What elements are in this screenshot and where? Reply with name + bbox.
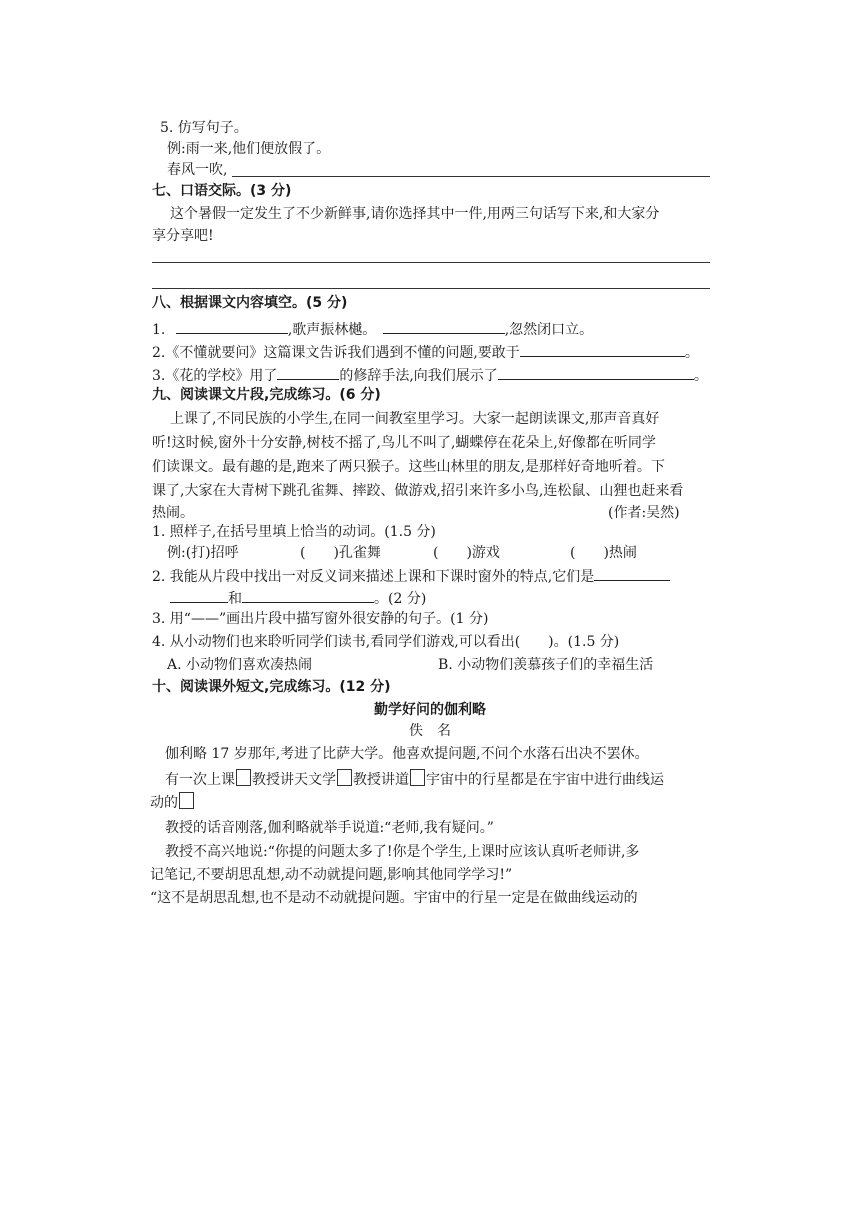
s9-q1-item-3[interactable]: ( )热闹 <box>570 545 637 561</box>
s8-q3-blank-2[interactable] <box>498 364 694 380</box>
s8-q3 <box>152 364 708 386</box>
s10-heading: 十、阅读课外短文,完成练习。(12 分) <box>152 679 391 695</box>
s9-q1-example: 例:(打)招呼 <box>167 545 239 561</box>
s9-passage-line-1: 上课了,不同民族的小学生,在同一间教室里学习。大家一起朗读课文,那声音真好 <box>170 411 660 427</box>
s8-q1-number: 1. <box>152 322 166 338</box>
s9-q1-item-2[interactable]: ( )游戏 <box>433 545 500 561</box>
s7-text-1: 这个暑假一定发生了不少新鲜事,请你选择其中一件,用两三句话写下来,和大家分 <box>170 206 660 222</box>
s10-article-title: 勤学好问的伽利略 <box>374 702 486 718</box>
punctuation-box-1[interactable] <box>236 769 251 786</box>
s10-para-2-text-5: 动的 <box>150 795 178 811</box>
s10-para-2-text-3: 教授讲道 <box>353 772 409 788</box>
punctuation-box-3[interactable] <box>410 769 425 786</box>
s9-q3: 3. 用“——”画出片段中描写窗外很安静的句子。(1 分) <box>152 611 489 627</box>
s9-author: (作者:吴然) <box>608 505 680 521</box>
s10-para-2-text-4: 宇宙中的行星都是在宇宙中进行曲线运 <box>426 772 664 788</box>
s9-heading: 九、阅读课文片段,完成练习。(6 分) <box>152 387 381 403</box>
s9-q4: 4. 从小动物们也来聆听同学们读书,看同学们游戏,可以看出( )。(1.5 分) <box>152 634 620 650</box>
s8-q3-text-2: 的修辞手法,向我们展示了 <box>339 368 498 384</box>
s10-para-2-cont <box>150 792 195 813</box>
s8-q1-text-1: ,歌声振林樾。 <box>287 322 377 338</box>
s8-q1-blank-2[interactable] <box>383 318 505 334</box>
s8-q3-text-1: 3.《花的学校》用了 <box>152 368 278 384</box>
s10-para-5: “这不是胡思乱想,也不是动不动就提问题。宇宙中的行星一定是在做曲线运动的 <box>150 890 638 906</box>
s9-q1-item-1[interactable]: ( )孔雀舞 <box>300 545 381 561</box>
s10-article-author: 佚 名 <box>409 723 451 739</box>
s9-q2-blank-1[interactable] <box>594 565 670 581</box>
s7-answer-line-2[interactable] <box>152 288 710 289</box>
s10-para-1: 伽利略 17 岁那年,考进了比萨大学。他喜欢提问题,不问个水落石出决不罢休。 <box>165 746 649 762</box>
s9-q2 <box>152 565 670 587</box>
s8-q2 <box>152 341 699 363</box>
q5-prompt: 春风一吹, <box>167 162 228 178</box>
s9-passage-line-3: 们读课文。最有趣的是,跑来了两只猴子。这些山林里的朋友,是那样好奇地听着。下 <box>152 459 665 475</box>
s10-para-3: 教授的话音刚落,伽利略就举手说道:“老师,我有疑问。” <box>165 820 494 836</box>
s9-q1: 1. 照样子,在括号里填上恰当的动词。(1.5 分) <box>152 524 436 540</box>
s9-passage-line-2: 听!这时候,窗外十分安静,树枝不摇了,鸟儿不叫了,蝴蝶停在花朵上,好像都在听同学 <box>152 435 656 451</box>
s9-q2-blank-2[interactable] <box>170 587 228 603</box>
s8-q1-blank-1[interactable] <box>176 318 288 334</box>
s8-q3-blank-1[interactable] <box>277 364 339 380</box>
punctuation-box-4[interactable] <box>179 792 194 809</box>
s9-passage-line-4: 课了,大家在大青树下跳孔雀舞、摔跤、做游戏,招引来许多小鸟,连松鼠、山狸也赶来看 <box>152 483 684 499</box>
s10-para-2-text-1: 有一次上课 <box>165 772 235 788</box>
s8-q2-period: 。 <box>684 345 699 361</box>
s9-q4-option-b[interactable]: B. 小动物们羡慕孩子们的幸福生活 <box>438 657 654 673</box>
punctuation-box-2[interactable] <box>337 769 352 786</box>
s9-q2-score: 。(2 分) <box>374 591 427 607</box>
s9-q2-cont <box>170 587 426 609</box>
s9-q2-and: 和 <box>228 591 242 607</box>
s9-q2-text: 2. 我能从片段中找出一对反义词来描述上课和下课时窗外的特点,它们是 <box>152 569 595 585</box>
q5-label: 5. 仿写句子。 <box>160 120 248 136</box>
s8-q1-text-2: ,忽然闭口立。 <box>504 322 594 338</box>
s7-text-2: 享分享吧! <box>152 228 214 244</box>
s8-heading: 八、根据课文内容填空。(5 分) <box>152 295 348 311</box>
s8-q3-period: 。 <box>693 368 708 384</box>
s10-para-2-text-2: 教授讲天文学 <box>252 772 336 788</box>
s8-q2-text: 2.《不懂就要问》这篇课文告诉我们遇到不懂的问题,要敢于 <box>152 345 520 361</box>
s10-para-4-cont: 记笔记,不要胡思乱想,动不动就提问题,影响其他同学学习!” <box>150 867 513 883</box>
q5-example: 例:雨一来,他们便放假了。 <box>167 141 331 157</box>
s9-passage-line-5: 热闹。 <box>152 505 194 521</box>
s10-para-2 <box>165 769 664 790</box>
s9-q4-option-a[interactable]: A. 小动物们喜欢凑热闹 <box>167 657 313 673</box>
s9-q2-blank-3[interactable] <box>242 587 374 603</box>
q5-answer-line[interactable] <box>232 176 710 177</box>
s7-heading: 七、口语交际。(3 分) <box>152 183 292 199</box>
s7-answer-line-1[interactable] <box>152 262 710 263</box>
s10-para-4: 教授不高兴地说:“你提的问题太多了!你是个学生,上课时应该认真听老师讲,多 <box>165 844 640 860</box>
s8-q1 <box>152 318 593 340</box>
s8-q2-blank[interactable] <box>520 341 685 357</box>
